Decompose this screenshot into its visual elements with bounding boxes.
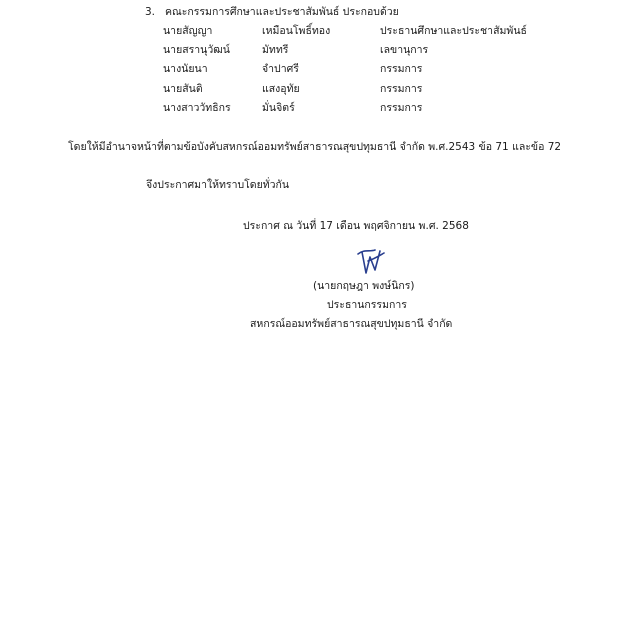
member-role: กรรมการ [380,63,423,75]
member-role: เลขานุการ [380,44,429,56]
member-role: กรรมการ [380,83,423,95]
signatory-name: (นายกฤษฎา พงษ์นิกร) [313,280,415,292]
section-heading: คณะกรรมการศึกษาและประชาสัมพันธ์ ประกอบด้วย [165,6,399,18]
handwritten-signature [355,246,387,276]
member-first-name: นายสัญญา [163,25,213,37]
member-last-name: แสงอุทัย [262,83,300,95]
member-first-name: นายสันติ [163,83,203,95]
member-role: ประธานศึกษาและประชาสัมพันธ์ [380,25,527,37]
member-first-name: นางสาววัทธิกร [163,102,231,114]
signatory-organization: สหกรณ์ออมทรัพย์สาธารณสุขปทุมธานี จำกัด [250,318,453,330]
member-first-name: นายสรานุวัฒน์ [163,44,230,56]
notice-statement: จึงประกาศมาให้ทราบโดยทั่วกัน [146,179,290,191]
member-last-name: จำปาศรี [262,63,299,75]
announcement-date: ประกาศ ณ วันที่ 17 เดือน พฤศจิกายน พ.ศ. 2568 [243,220,469,232]
section-number: 3. [145,6,156,18]
member-role: กรรมการ [380,102,423,114]
signatory-title: ประธานกรรมการ [327,299,407,311]
authority-statement: โดยให้มีอำนาจหน้าที่ตามข้อบังคับสหกรณ์ออมทรัพย์สาธารณสุขปทุมธานี จำกัด พ.ศ.2543 ข้อ 71 และข้อ 72 [68,141,562,153]
member-first-name: นางนัยนา [163,63,208,75]
member-last-name: มั่นจิตร์ [262,102,295,114]
member-last-name: มัททรี [262,44,289,56]
member-last-name: เหมือนโพธิ์ทอง [262,25,331,37]
